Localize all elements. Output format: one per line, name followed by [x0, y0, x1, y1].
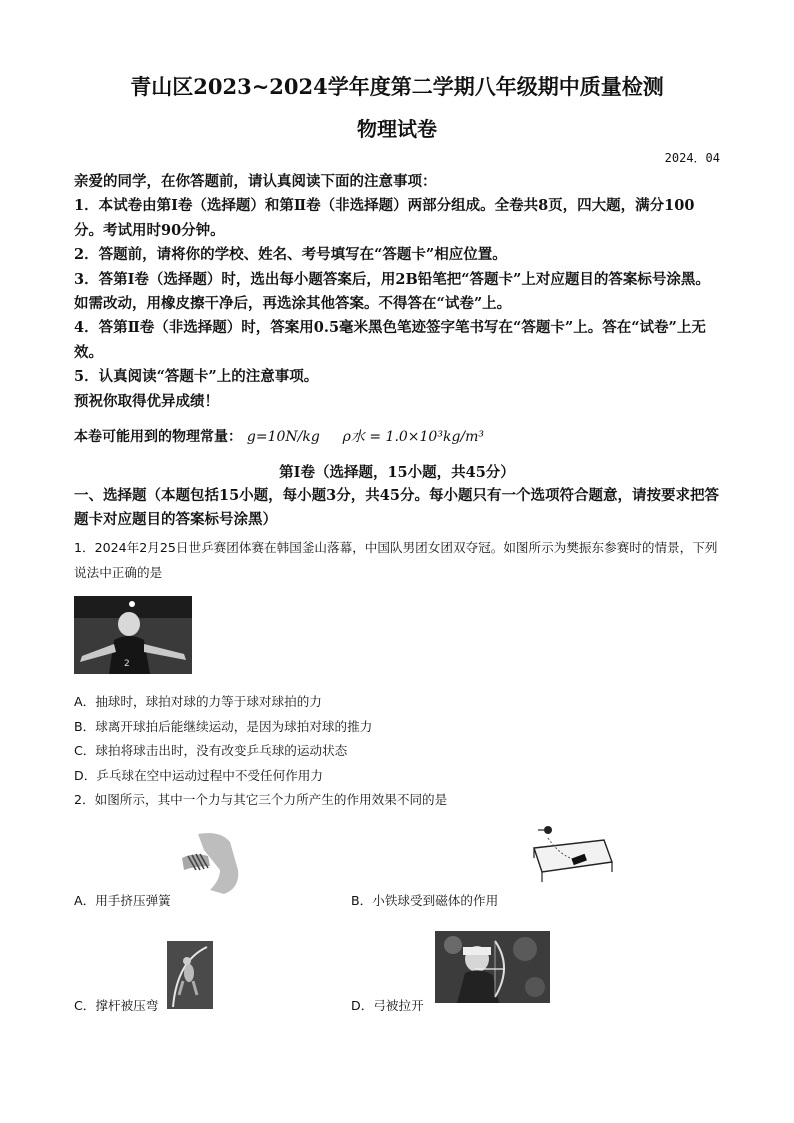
spring-squeeze-photo: [180, 830, 242, 896]
q2-option-c[interactable]: C．撑杆被压弯: [74, 998, 159, 1013]
q1-option-c[interactable]: C．球拍将球击出时，没有改变乒乓球的运动状态: [74, 743, 348, 758]
constant-rho: ρ水 = 1.0×10³kg/m³: [342, 429, 485, 445]
question-2-stem: [74, 788, 722, 813]
q2-option-a[interactable]: A．用手挤压弹簧: [74, 893, 171, 908]
question-1-stem: [74, 536, 722, 585]
q1-option-b[interactable]: B．球离开球拍后能继续运动，是因为球拍对球的推力: [74, 718, 373, 734]
notice-item-1: 1．本试卷由第Ⅰ卷（选择题）和第Ⅱ卷（非选择题）两部分组成。全卷共8页，四大题，满分100分。考试用时90分钟。: [74, 197, 695, 239]
section-instruction: [74, 484, 722, 533]
q1-option-a[interactable]: A．抽球时，球拍对球的力等于球对球拍的力: [74, 694, 322, 709]
constants-label: 本卷可能用到的物理常量：: [74, 429, 242, 445]
exam-title: 青山区2023~2024学年度第二学期八年级期中质量检测: [130, 74, 664, 99]
constant-g: g=10N/kg: [246, 429, 320, 445]
question-1-options: [74, 690, 722, 788]
notice-intro: 亲爱的同学，在你答题前，请认真阅读下面的注意事项：: [74, 173, 437, 190]
notice-wish: 预祝你取得优异成绩！: [74, 392, 219, 410]
table-tennis-photo: [74, 596, 192, 674]
notice-item-5: 5．认真阅读“答题卡”上的注意事项。: [74, 368, 319, 386]
section-instruction-text: 一、选择题（本题包括15小题，每小题3分，共45分。每小题只有一个选项符合题意，请按要求把答题卡对应题目的答案标号涂黑）: [74, 487, 719, 529]
pole-vault-photo: [167, 941, 213, 1009]
q2-option-d[interactable]: D．弓被拉开: [351, 998, 424, 1013]
svg-text:2: 2: [124, 659, 130, 669]
notice-item-3: 3．答第Ⅰ卷（选择题）时，选出每小题答案后，用2B铅笔把“答题卡”上对应题目的答案标号涂黑。如需改动，用橡皮擦干净后，再选涂其他答案。不得答在“试卷”上。: [74, 270, 710, 313]
question-1-text: 1．2024年2月25日世乒赛团体赛在韩国釜山落幕，中国队男团女团双夺冠。如图所示为樊振东参赛时的情景，下列说法中正确的是: [74, 540, 718, 580]
notice-section: [74, 170, 722, 414]
q1-option-d[interactable]: D．乒乓球在空中运动过程中不受任何作用力: [74, 767, 323, 783]
q2-option-b[interactable]: B．小铁球受到磁体的作用: [351, 893, 499, 908]
exam-subtitle: 物理试卷: [357, 117, 437, 141]
archery-photo: [435, 931, 550, 1003]
notice-item-4: 4．答第Ⅱ卷（非选择题）时，答案用0.5毫米黑色笔迹签字笔书写在“答题卡”上。答在“试卷”上无效。: [74, 319, 706, 361]
magnet-ball-diagram: [520, 822, 616, 884]
question-2-text: 2．如图所示，其中一个力与其它三个力所产生的作用效果不同的是: [74, 792, 448, 807]
exam-date: 2024．04: [664, 151, 720, 165]
constants-line: [74, 426, 484, 446]
section-title: 第Ⅰ卷（选择题，15小题，共45分）: [279, 464, 515, 481]
notice-item-2: 2．答题前，请将你的学校、姓名、考号填写在“答题卡”相应位置。: [74, 246, 507, 264]
